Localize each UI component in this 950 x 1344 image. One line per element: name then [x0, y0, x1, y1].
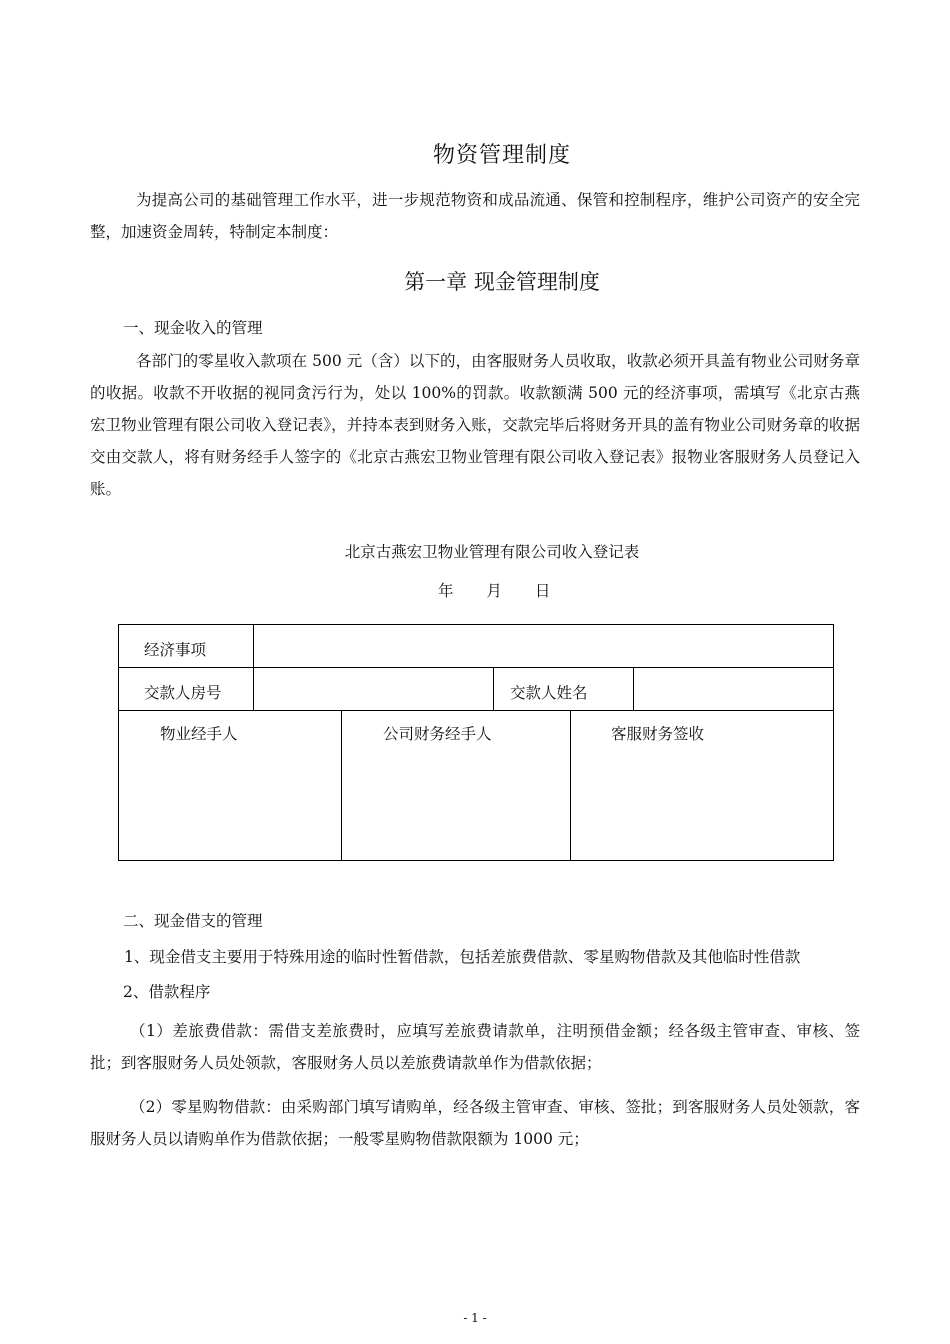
table-border-left [118, 624, 119, 861]
table-border-right [833, 624, 834, 861]
table-row-divider [118, 710, 834, 711]
section-2-item-1: 1、现金借支主要用于特殊用途的临时性暂借款，包括差旅费借款、零星购物借款及其他临时性借款 [124, 948, 801, 966]
section-2-sub-1: （1）差旅费借款：需借支差旅费时，应填写差旅费请款单，注明预借金额；经各级主管审查、审核、签批；到客服财务人员处领款，客服财务人员以差旅费请款单作为借款依据； [90, 1022, 860, 1072]
intro-paragraph: 为提高公司的基础管理工作水平，进一步规范物资和成品流通、保管和控制程序，维护公司资产的安全完整，加速资金周转，特制定本制度： [90, 191, 860, 241]
company-finance-handler-label: 公司财务经手人 [383, 725, 492, 743]
table-row-divider [118, 667, 834, 668]
payer-room-label: 交款人房号 [144, 684, 222, 702]
section-2-heading: 二、现金借支的管理 [123, 912, 263, 930]
section-1-heading: 一、现金收入的管理 [123, 319, 263, 337]
chapter-heading: 第一章 现金管理制度 [404, 270, 600, 294]
table-col-divider [493, 667, 494, 711]
table-border-bottom [118, 860, 834, 861]
table-col-divider [570, 710, 571, 861]
section-2-sub-2: （2）零星购物借款：由采购部门填写请购单，经各级主管审查、审核、签批；到客服财务人员处领款，客服财务人员以请购单作为借款依据；一般零星购物借款限额为 1000 元； [90, 1098, 860, 1148]
service-finance-signoff-label: 客服财务签收 [611, 725, 705, 743]
section-2-item-2: 2、借款程序 [123, 983, 211, 1001]
property-handler-label: 物业经手人 [160, 725, 238, 743]
table-col-divider [341, 710, 342, 861]
section-1-body: 各部门的零星收入款项在 500 元（含）以下的，由客服财务人员收取，收款必须开具盖有物业公司财务章的收据。收款不开收据的视同贪污行为，处以 100%的罚款。收款额满 500 元的经济事项，需填写《北京古燕宏卫物业管理有限公司收入登记表》，并持本表到财务入账，交款完毕后将财务开具的盖有物业公司财务章的收据交由交款人，将有财务经手人签字的《北京古燕宏卫物业管理有限公司收入登记表》报物业客服财务人员登记入账。 [90, 352, 860, 498]
document-title: 物资管理制度 [432, 143, 571, 168]
form-title: 北京古燕宏卫物业管理有限公司收入登记表 [344, 543, 640, 561]
payer-name-label: 交款人姓名 [510, 684, 588, 702]
page-number: - 1 - [463, 1311, 487, 1325]
form-date: 年 月 日 [438, 582, 551, 600]
table-border-top [118, 624, 834, 625]
table-col-divider [633, 667, 634, 711]
table-col-divider [253, 624, 254, 711]
economic-matter-label: 经济事项 [144, 641, 207, 659]
